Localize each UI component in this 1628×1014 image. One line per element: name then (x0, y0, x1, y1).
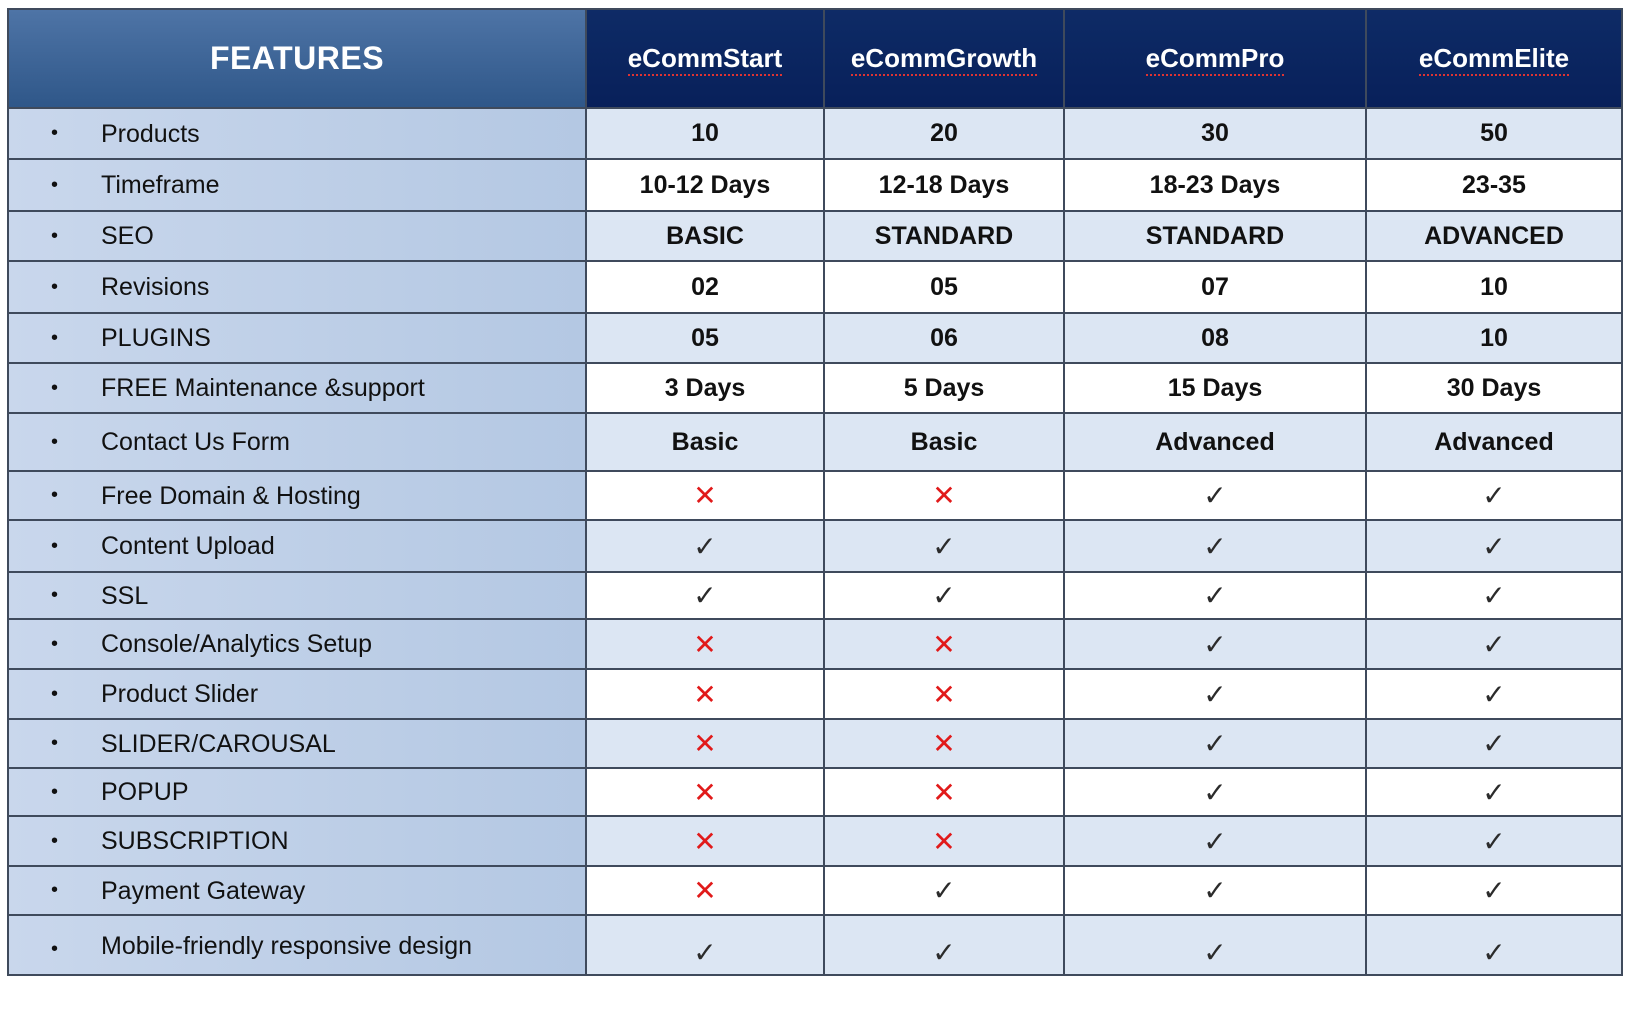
cross-icon: ✕ (693, 875, 717, 906)
plan-header-ecommpro (1064, 9, 1366, 108)
value-text: Advanced (1155, 427, 1275, 456)
bullet-icon: • (51, 484, 59, 507)
feature-cell (8, 261, 586, 313)
value-cell (824, 159, 1064, 211)
value-cell (824, 669, 1064, 719)
value-text: 10 (691, 119, 719, 147)
feature-label: Products (101, 119, 200, 148)
feature-cell (8, 768, 586, 816)
value-text: 20 (930, 119, 958, 147)
feature-cell (8, 619, 586, 669)
value-cell (1366, 669, 1622, 719)
plan-name: eCommStart (628, 43, 783, 76)
feature-cell (8, 719, 586, 768)
value-cell (586, 313, 824, 363)
check-icon: ✓ (932, 875, 956, 906)
table-row (8, 768, 1622, 816)
value-cell (824, 313, 1064, 363)
table-row (8, 413, 1622, 471)
value-cell (1064, 471, 1366, 520)
value-text: 08 (1201, 323, 1229, 352)
feature-label: Product Slider (101, 679, 259, 708)
value-cell (1064, 915, 1366, 975)
check-icon: ✓ (1203, 825, 1227, 857)
value-cell (586, 211, 824, 261)
value-cell (586, 108, 824, 159)
table-row (8, 866, 1622, 915)
value-cell (586, 261, 824, 313)
value-cell (586, 520, 824, 572)
bullet-icon: • (51, 534, 59, 557)
bullet-icon: • (51, 326, 59, 349)
feature-cell (8, 471, 586, 520)
feature-label: Free Domain & Hosting (101, 481, 361, 510)
check-icon: ✓ (693, 936, 717, 968)
value-cell (1064, 211, 1366, 261)
bullet-icon: • (51, 376, 59, 399)
value-cell (1064, 159, 1366, 211)
feature-cell (8, 866, 586, 915)
table-row (8, 915, 1622, 975)
feature-cell (8, 363, 586, 413)
check-icon: ✓ (1482, 825, 1506, 857)
feature-label: POPUP (101, 777, 189, 806)
value-text: 18-23 Days (1149, 170, 1281, 199)
bullet-icon: • (51, 682, 59, 705)
check-icon: ✓ (932, 530, 956, 562)
feature-cell (8, 816, 586, 866)
plan-header-ecommstart (586, 9, 824, 108)
check-icon: ✓ (1482, 678, 1506, 710)
feature-label: SEO (101, 221, 154, 250)
cross-icon: ✕ (693, 480, 717, 511)
cross-icon: ✕ (932, 480, 956, 511)
check-icon: ✓ (1482, 628, 1506, 660)
cross-icon: ✕ (693, 678, 717, 710)
value-cell (586, 572, 824, 619)
value-text: Basic (910, 427, 978, 456)
feature-label: Payment Gateway (101, 876, 306, 905)
check-icon: ✓ (1203, 936, 1227, 968)
value-cell (586, 471, 824, 520)
plan-name: eCommElite (1419, 43, 1569, 76)
value-cell (824, 915, 1064, 975)
value-text: Basic (671, 427, 739, 456)
value-cell (824, 866, 1064, 915)
bullet-icon: • (51, 879, 59, 902)
feature-cell (8, 211, 586, 261)
cross-icon: ✕ (932, 678, 956, 710)
value-cell (586, 159, 824, 211)
value-text: 12-18 Days (878, 170, 1010, 199)
header-row (8, 9, 1622, 108)
value-cell (586, 768, 824, 816)
bullet-icon: • (51, 829, 59, 852)
value-cell (1366, 363, 1622, 413)
value-cell (1366, 413, 1622, 471)
table-row (8, 471, 1622, 520)
check-icon: ✓ (1203, 776, 1227, 808)
bullet-icon: • (51, 584, 59, 607)
value-cell (1064, 313, 1366, 363)
feature-label: PLUGINS (101, 323, 211, 352)
feature-cell (8, 313, 586, 363)
value-cell (1366, 572, 1622, 619)
value-cell (824, 413, 1064, 471)
value-text: BASIC (666, 221, 744, 250)
value-cell (1366, 866, 1622, 915)
cross-icon: ✕ (932, 728, 956, 759)
feature-label: Content Upload (101, 531, 275, 560)
value-cell (1064, 816, 1366, 866)
value-text: Advanced (1434, 427, 1554, 456)
value-text: 23-35 (1462, 170, 1526, 199)
feature-cell (8, 669, 586, 719)
value-cell (586, 619, 824, 669)
feature-label: Mobile-friendly responsive design (101, 931, 473, 960)
value-cell (586, 866, 824, 915)
value-cell (1064, 261, 1366, 313)
table-row (8, 572, 1622, 619)
value-cell (1064, 520, 1366, 572)
value-text: 5 Days (903, 373, 985, 402)
bullet-icon: • (51, 632, 59, 655)
plan-header-ecommgrowth (824, 9, 1064, 108)
check-icon: ✓ (932, 580, 956, 611)
value-cell (586, 719, 824, 768)
value-cell (1366, 211, 1622, 261)
check-icon: ✓ (1482, 776, 1506, 808)
value-text: 05 (691, 323, 719, 352)
value-cell (1064, 768, 1366, 816)
table-row (8, 719, 1622, 768)
bullet-icon: • (51, 780, 59, 803)
cross-icon: ✕ (693, 728, 717, 759)
feature-cell (8, 572, 586, 619)
check-icon: ✓ (1482, 936, 1506, 968)
value-cell (824, 520, 1064, 572)
cross-icon: ✕ (693, 628, 717, 660)
value-cell (1366, 816, 1622, 866)
value-cell (1064, 719, 1366, 768)
check-icon: ✓ (1482, 480, 1506, 511)
value-text: 06 (930, 323, 958, 352)
value-cell (1366, 159, 1622, 211)
value-cell (586, 413, 824, 471)
value-cell (586, 363, 824, 413)
value-cell (1366, 471, 1622, 520)
cross-icon: ✕ (693, 825, 717, 857)
value-cell (1366, 520, 1622, 572)
feature-cell (8, 520, 586, 572)
check-icon: ✓ (1203, 580, 1227, 611)
check-icon: ✓ (1203, 628, 1227, 660)
table-row (8, 313, 1622, 363)
table-row (8, 261, 1622, 313)
value-text: 10 (1480, 272, 1508, 301)
table-row (8, 619, 1622, 669)
check-icon: ✓ (932, 936, 956, 968)
table-row (8, 520, 1622, 572)
value-cell (824, 471, 1064, 520)
value-cell (586, 669, 824, 719)
value-text: 10 (1480, 323, 1508, 352)
check-icon: ✓ (1203, 480, 1227, 511)
bullet-icon: • (51, 732, 59, 755)
value-cell (1366, 915, 1622, 975)
value-cell (586, 816, 824, 866)
cross-icon: ✕ (693, 776, 717, 808)
value-text: 30 (1201, 119, 1229, 147)
check-icon: ✓ (1203, 728, 1227, 759)
value-cell (1366, 313, 1622, 363)
value-text: 3 Days (664, 373, 746, 402)
feature-cell (8, 159, 586, 211)
value-text: 50 (1480, 119, 1508, 147)
plan-header-ecommelite (1366, 9, 1622, 108)
value-cell (824, 108, 1064, 159)
check-icon: ✓ (1482, 530, 1506, 562)
table-row (8, 816, 1622, 866)
value-text: 15 Days (1167, 373, 1263, 402)
value-cell (824, 816, 1064, 866)
table-body (8, 108, 1622, 975)
feature-label: Console/Analytics Setup (101, 629, 372, 658)
value-cell (1064, 619, 1366, 669)
cross-icon: ✕ (932, 628, 956, 660)
bullet-icon: • (51, 937, 59, 960)
table-row (8, 669, 1622, 719)
value-cell (1064, 108, 1366, 159)
value-text: 02 (691, 272, 719, 301)
bullet-icon: • (51, 275, 59, 298)
value-cell (824, 572, 1064, 619)
value-cell (1064, 413, 1366, 471)
value-cell (824, 719, 1064, 768)
value-cell (824, 363, 1064, 413)
value-cell (1366, 768, 1622, 816)
value-text: STANDARD (1145, 221, 1285, 250)
check-icon: ✓ (693, 530, 717, 562)
feature-label: SSL (101, 581, 149, 610)
value-cell (1064, 363, 1366, 413)
value-cell (824, 768, 1064, 816)
value-text: STANDARD (874, 221, 1014, 250)
value-cell (1064, 866, 1366, 915)
value-cell (1064, 572, 1366, 619)
value-text: 10-12 Days (639, 170, 771, 199)
bullet-icon: • (51, 430, 59, 453)
value-cell (824, 261, 1064, 313)
table-row (8, 363, 1622, 413)
value-cell (824, 211, 1064, 261)
value-text: 07 (1201, 272, 1229, 301)
value-cell (1064, 669, 1366, 719)
cross-icon: ✕ (932, 825, 956, 857)
check-icon: ✓ (1482, 580, 1506, 611)
table-row (8, 108, 1622, 159)
feature-cell (8, 915, 586, 975)
feature-label: SUBSCRIPTION (101, 826, 289, 855)
value-cell (824, 619, 1064, 669)
feature-label: FREE Maintenance &support (101, 373, 425, 402)
plan-name: eCommPro (1146, 43, 1285, 76)
value-cell (1366, 261, 1622, 313)
check-icon: ✓ (1203, 530, 1227, 562)
check-icon: ✓ (1203, 875, 1227, 906)
bullet-icon: • (51, 224, 59, 247)
check-icon: ✓ (1482, 728, 1506, 759)
table-row (8, 159, 1622, 211)
value-cell (1366, 719, 1622, 768)
feature-cell (8, 108, 586, 159)
pricing-table-container (7, 8, 1621, 976)
feature-label: Revisions (101, 272, 210, 301)
check-icon: ✓ (693, 580, 717, 611)
cross-icon: ✕ (932, 776, 956, 808)
value-cell (1366, 108, 1622, 159)
value-text: 05 (930, 272, 958, 301)
value-cell (586, 915, 824, 975)
bullet-icon: • (51, 173, 59, 196)
feature-label: Timeframe (101, 170, 220, 199)
value-text: ADVANCED (1424, 221, 1564, 250)
feature-label: SLIDER/CAROUSAL (101, 729, 336, 758)
value-text: 30 Days (1446, 373, 1542, 402)
table-row (8, 211, 1622, 261)
plan-name: eCommGrowth (851, 43, 1037, 76)
feature-cell (8, 413, 586, 471)
feature-label: Contact Us Form (101, 427, 290, 456)
check-icon: ✓ (1203, 678, 1227, 710)
value-cell (1366, 619, 1622, 669)
pricing-comparison-table (7, 8, 1623, 976)
features-column-header: FEATURES (8, 9, 586, 108)
bullet-icon: • (51, 122, 59, 145)
check-icon: ✓ (1482, 875, 1506, 906)
